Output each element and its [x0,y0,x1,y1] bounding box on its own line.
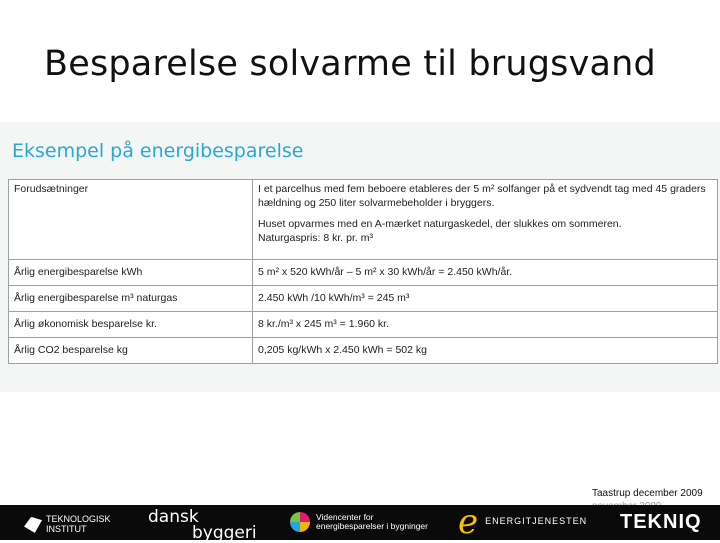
row-value-heating: Huset opvarmes med en A-mærket naturgaskedel, der slukkes om sommeren. [258,218,622,231]
row-label: Årlig CO2 besparelse kg [9,338,253,364]
row-value: 2.450 kWh /10 kWh/m³ = 245 m³ [253,286,718,312]
tekniq-logo [620,511,702,533]
footer-logo-bar [0,502,720,543]
row-value: 5 m² x 520 kWh/år – 5 m² x 30 kWh/år = 2.450 kWh/år. [253,260,718,286]
row-label: Årlig energibesparelse kWh [9,260,253,286]
row-value: 0,205 kg/kWh x 2.450 kWh = 502 kg [253,338,718,364]
row-label: Forudsætninger [9,180,253,260]
e-mark-icon: e [458,502,480,542]
row-label: Årlig økonomisk besparelse kr. [9,312,253,338]
row-value: I et parcelhus med fem beboere etableres der 5 m² solfanger på et sydvendt tag med 45 graders hældning og 250 liter solvarmebeholder i bryggers. [258,183,706,209]
energitjenesten-logo [458,502,588,542]
slide-subtitle: Eksempel på energibesparelse [12,140,304,162]
row-value-cell [253,180,718,260]
row-value: 8 kr./m³ x 245 m³ = 1.960 kr. [253,312,718,338]
dansk-byggeri-logo [148,509,257,541]
table-row [9,312,718,338]
row-value-gasprice: Naturgaspris: 8 kr. pr. m³ [258,231,373,244]
table-row [9,260,718,286]
videncenter-logo [290,512,436,532]
savings-table [8,179,718,364]
dansk-logo-text: dansk [148,507,199,527]
table-row [9,180,718,260]
energitjenesten-logo-text: ENERGITJENESTEN [485,516,588,527]
row-label: Årlig energibesparelse m³ naturgas [9,286,253,312]
table-row [9,338,718,364]
table-row [9,286,718,312]
tekniq-logo-text: TEKNIQ [620,511,702,533]
byggeri-logo-text: byggeri [192,523,257,543]
videncenter-mark-icon [290,512,310,532]
teknologisk-institut-logo [24,515,112,535]
slide-title: Besparelse solvarme til brugsvand [44,44,656,84]
teknologisk-mark-icon [24,517,42,533]
footer-date-text: Taastrup december 2009 [592,488,703,499]
videncenter-logo-text: Videncenter for energibesparelser i bygninger [316,511,428,531]
teknologisk-logo-text: TEKNOLOGISK INSTITUT [46,514,111,534]
